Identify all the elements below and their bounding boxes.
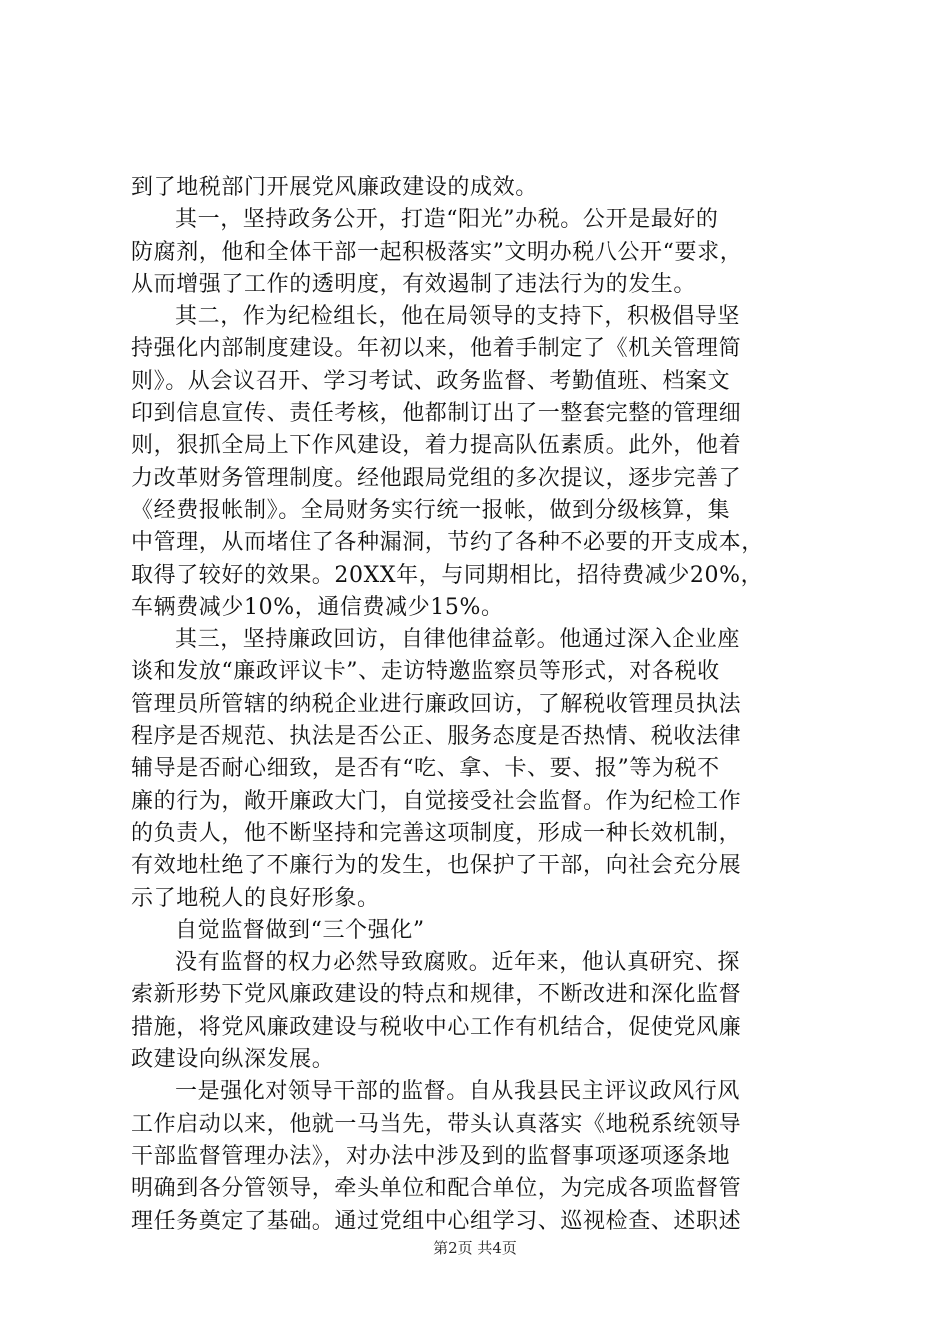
text-line: 持强化内部制度建设。年初以来，他着手制定了《机关管理简: [131, 336, 742, 362]
text-line: 防腐剂，他和全体干部一起积极落实”文明办税八公开“要求，: [131, 239, 743, 265]
text-line: 的负责人，他不断坚持和完善这项制度，形成一种长效机制，: [131, 820, 742, 846]
text-line: 力改革财务管理制度。经他跟局党组的多次提议，逐步完善了: [131, 465, 742, 491]
text-line: 车辆费减少10%，通信费减少15%。: [131, 594, 504, 620]
text-line: 其二，作为纪检组长，他在局领导的支持下，积极倡导坚: [175, 304, 741, 330]
text-line: 印到信息宣传、责任考核，他都制订出了一整套完整的管理细: [131, 401, 742, 427]
text-line: 示了地税人的良好形象。: [131, 885, 380, 911]
text-line: 到了地税部门开展党风廉政建设的成效。: [131, 175, 538, 200]
text-line: 管理员所管辖的纳税企业进行廉政回访，了解税收管理员执法: [131, 691, 742, 717]
text-line: 明确到各分管领导，牵头单位和配合单位，为完成各项监督管: [131, 1176, 742, 1202]
text-line: 从而增强了工作的透明度，有效遏制了违法行为的发生。: [131, 271, 697, 297]
text-line: 没有监督的权力必然导致腐败。近年来，他认真研究、探: [175, 950, 741, 976]
text-line: 政建设向纵深发展。: [131, 1047, 335, 1073]
text-line: 廉的行为，敞开廉政大门，自觉接受社会监督。作为纪检工作: [131, 788, 742, 814]
text-line: 其三，坚持廉政回访，自律他律益彰。他通过深入企业座: [175, 627, 741, 653]
body-text: [131, 172, 831, 1238]
text-line: 索新形势下党风廉政建设的特点和规律，不断改进和深化监督: [131, 982, 742, 1008]
text-line: 则，狠抓全局上下作风建设，着力提高队伍素质。此外，他着: [131, 433, 742, 459]
section-heading: 自觉监督做到“三个强化”: [175, 917, 425, 943]
text-line: 《经费报帐制》。全局财务实行统一报帐，做到分级核算，集: [131, 497, 731, 523]
text-line: 取得了较好的效果。20XX年，与同期相比，招待费减少20%，: [131, 562, 764, 588]
text-line: 工作启动以来，他就一马当先，带头认真落实《地税系统领导: [131, 1111, 742, 1137]
text-line: 则》。从会议召开、学习考试、政务监督、考勤值班、档案文: [131, 368, 731, 394]
text-line: 理任务奠定了基础。通过党组中心组学习、巡视检查、述职述: [131, 1208, 742, 1234]
text-line: 干部监督管理办法》，对办法中涉及到的监督事项逐项逐条地: [131, 1143, 731, 1169]
text-line: 一是强化对领导干部的监督。自从我县民主评议政风行风: [175, 1079, 741, 1105]
text-line: 措施，将党风廉政建设与税收中心工作有机结合，促使党风廉: [131, 1014, 742, 1040]
text-line: 中管理，从而堵住了各种漏洞，节约了各种不必要的开支成本，: [131, 530, 764, 556]
page-footer: 第2页 共4页: [433, 1239, 517, 1257]
text-line: 程序是否规范、执法是否公正、服务态度是否热情、税收法律: [131, 724, 742, 750]
text-line: 辅导是否耐心细致，是否有“吃、拿、卡、要、报”等为税不: [131, 756, 720, 782]
text-line: 谈和发放“廉政评议卡”、走访特邀监察员等形式，对各税收: [131, 659, 720, 685]
text-line: 有效地杜绝了不廉行为的发生，也保护了干部，向社会充分展: [131, 853, 742, 879]
text-line: 其一，坚持政务公开，打造“阳光”办税。公开是最好的: [175, 207, 719, 233]
